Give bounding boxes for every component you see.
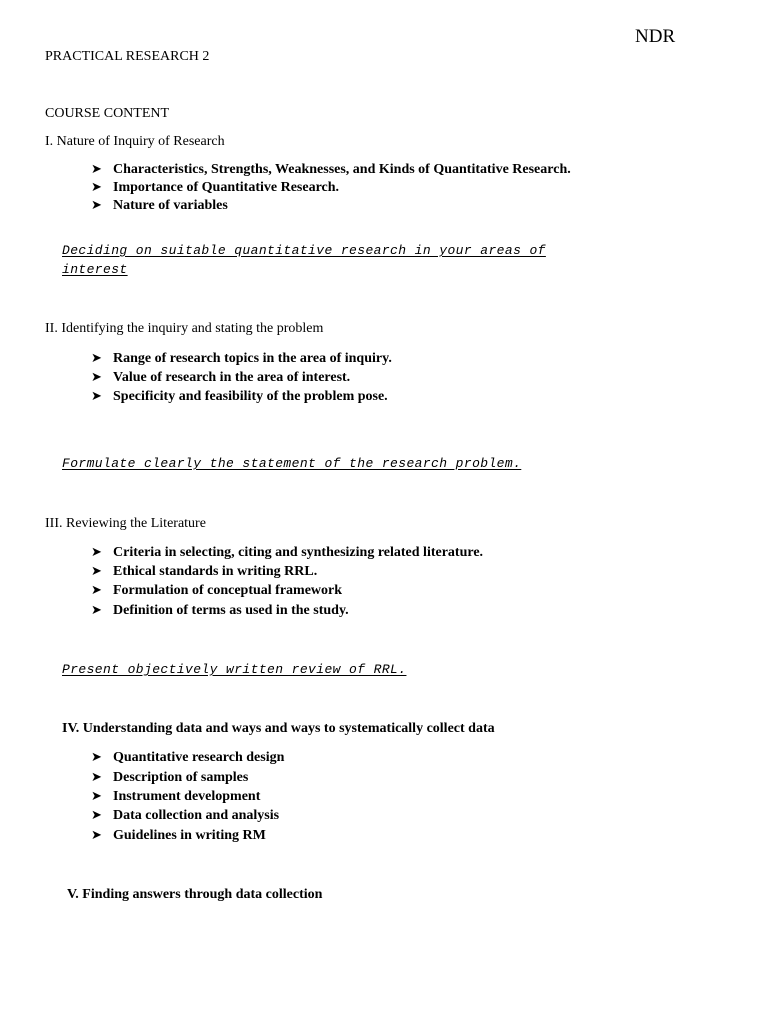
- arrowhead-bullet-icon: ➤: [91, 583, 102, 598]
- section-heading: III. Reviewing the Literature: [45, 516, 206, 531]
- list-item-text: Definition of terms as used in the study.: [113, 603, 349, 618]
- arrowhead-bullet-icon: ➤: [91, 603, 102, 618]
- arrowhead-bullet-icon: ➤: [91, 198, 102, 213]
- objective-line: Present objectively written review of RRL.: [62, 662, 407, 677]
- list-item-text: Instrument development: [113, 789, 261, 804]
- objective-line: Deciding on suitable quantitative research in your areas of: [62, 243, 546, 258]
- list-item-text: Data collection and analysis: [113, 808, 280, 823]
- author-initials: NDR: [635, 26, 676, 47]
- arrowhead-bullet-icon: ➤: [91, 564, 102, 579]
- section-heading: I. Nature of Inquiry of Research: [45, 134, 225, 149]
- list-item-text: Specificity and feasibility of the problem pose.: [113, 389, 388, 404]
- objective-line: interest: [62, 262, 128, 277]
- objective-line: Formulate clearly the statement of the research problem.: [62, 456, 522, 471]
- list-item-text: Quantitative research design: [113, 750, 285, 765]
- arrowhead-bullet-icon: ➤: [91, 389, 102, 404]
- list-item-text: Importance of Quantitative Research.: [113, 180, 340, 195]
- list-item-text: Ethical standards in writing RRL.: [113, 564, 318, 579]
- arrowhead-bullet-icon: ➤: [91, 370, 102, 385]
- list-item-text: Guidelines in writing RM: [113, 828, 266, 843]
- arrowhead-bullet-icon: ➤: [91, 180, 102, 195]
- arrowhead-bullet-icon: ➤: [91, 789, 102, 804]
- arrowhead-bullet-icon: ➤: [91, 545, 102, 560]
- document-title: PRACTICAL RESEARCH 2: [45, 49, 210, 64]
- course-content-heading: COURSE CONTENT: [45, 106, 170, 121]
- section-heading: II. Identifying the inquiry and stating the problem: [45, 321, 324, 336]
- list-item-text: Formulation of conceptual framework: [113, 583, 343, 598]
- arrowhead-bullet-icon: ➤: [91, 828, 102, 843]
- arrowhead-bullet-icon: ➤: [91, 351, 102, 366]
- arrowhead-bullet-icon: ➤: [91, 808, 102, 823]
- arrowhead-bullet-icon: ➤: [91, 162, 102, 177]
- list-item-text: Criteria in selecting, citing and synthesizing related literature.: [113, 545, 484, 560]
- list-item-text: Nature of variables: [113, 198, 228, 213]
- arrowhead-bullet-icon: ➤: [91, 770, 102, 785]
- arrowhead-bullet-icon: ➤: [91, 750, 102, 765]
- list-item-text: Value of research in the area of interest.: [113, 370, 351, 385]
- section-heading: IV. Understanding data and ways and ways to systematically collect data: [62, 721, 495, 736]
- list-item-text: Characteristics, Strengths, Weaknesses, and Kinds of Quantitative Research.: [113, 162, 571, 177]
- list-item-text: Range of research topics in the area of inquiry.: [113, 351, 392, 366]
- list-item-text: Description of samples: [113, 770, 249, 785]
- section-heading: V. Finding answers through data collection: [67, 887, 323, 902]
